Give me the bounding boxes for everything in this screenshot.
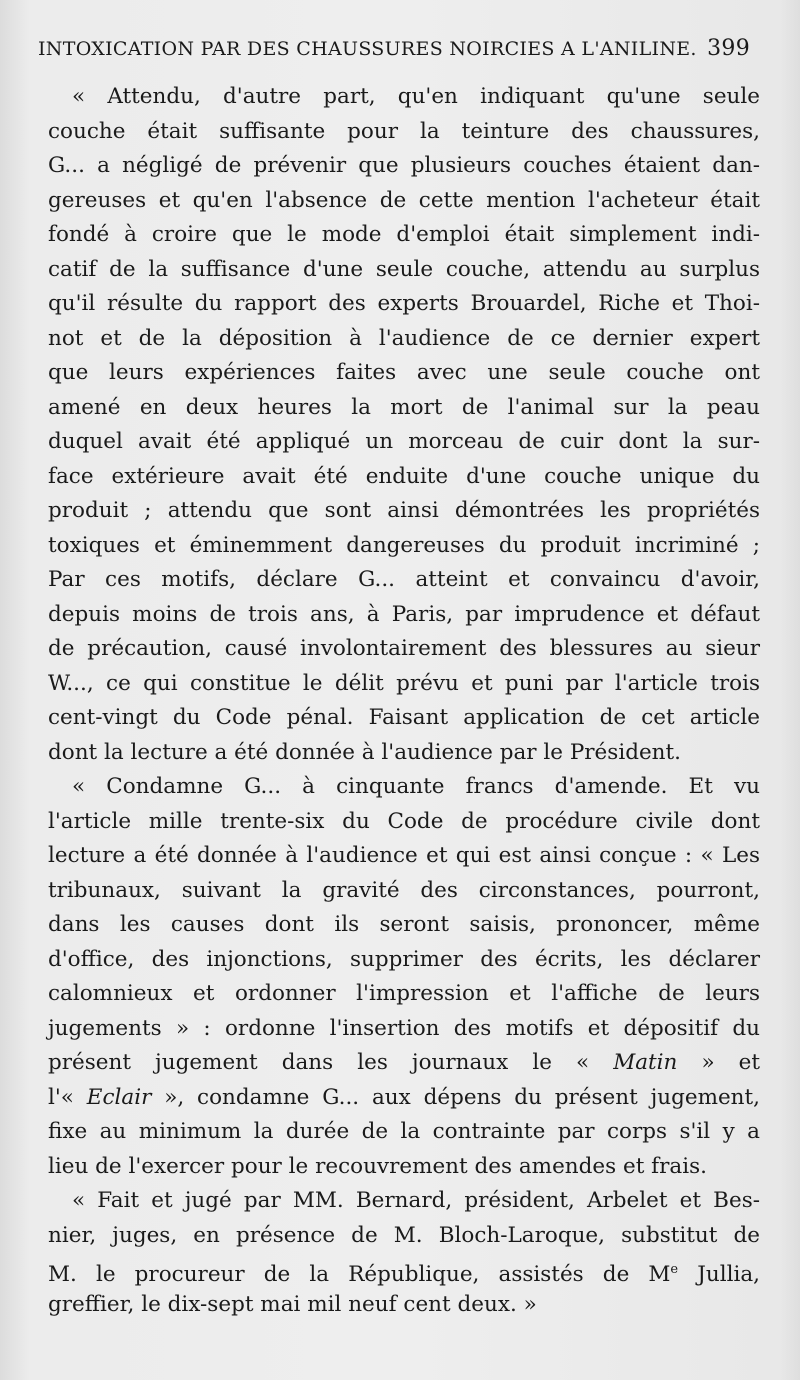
text-line: qu'il résulte du rapport des experts Brouardel, Riche et Thoi-	[48, 291, 760, 316]
text-run: M. le procureur de la République, assistés de M	[48, 1262, 671, 1287]
text-line: que leurs expériences faites avec une seule couche ont	[48, 360, 760, 385]
newspaper-title-eclair: Eclair	[86, 1084, 152, 1110]
text-line: lieu de l'exercer pour le recouvrement des amendes et frais.	[48, 1153, 707, 1179]
text-line: toxiques et éminemment dangereuses du produit incriminé ;	[48, 532, 760, 558]
text-line: de précaution, causé involontairement des blessures au sieur	[48, 636, 760, 661]
text-line: gereuses et qu'en l'absence de cette mention l'acheteur était	[48, 187, 760, 213]
text-line: l'article mille trente-six du Code de procédure civile dont	[48, 808, 760, 834]
text-line	[48, 1081, 760, 1116]
text-line: cent-vingt du Code pénal. Faisant application de cet article	[48, 705, 760, 730]
page-number: 399	[707, 36, 750, 61]
text-line: fixe au minimum la durée de la contrainte par corps s'il y a	[48, 1119, 760, 1144]
text-line	[48, 1046, 760, 1081]
newspaper-title-matin: Matin	[613, 1050, 678, 1075]
text-line: depuis moins de trois ans, à Paris, par imprudence et défaut	[48, 601, 760, 627]
text-run: », condamne G... aux dépens du présent jugement,	[151, 1084, 760, 1110]
text-line: dont la lecture a été donnée à l'audience par le Président.	[48, 739, 682, 765]
text-line: calomnieux et ordonner l'impression et l'affiche de leurs	[48, 981, 760, 1006]
text-line: « Attendu, d'autre part, qu'en indiquant qu'une seule	[72, 84, 760, 109]
text-run: Jullia,	[678, 1262, 760, 1287]
text-run: présent jugement dans les journaux le «	[48, 1050, 614, 1075]
text-line: W..., ce qui constitue le délit prévu et puni par l'article trois	[48, 670, 760, 696]
text-line: d'office, des injonctions, supprimer des écrits, les déclarer	[48, 946, 760, 972]
text-line: lecture a été donnée à l'audience et qui est ainsi conçue : « Les	[48, 843, 760, 868]
text-line: duquel avait été appliqué un morceau de cuir dont la sur-	[48, 429, 760, 454]
text-line: G... a négligé de prévenir que plusieurs couches étaient dan-	[48, 153, 760, 178]
text-line: face extérieure avait été enduite d'une couche unique du	[48, 463, 760, 489]
text-line: Par ces motifs, déclare G... atteint et convaincu d'avoir,	[48, 567, 760, 592]
text-line: nier, juges, en présence de M. Bloch-Laroque, substitut de	[48, 1222, 760, 1248]
text-line: « Condamne G... à cinquante francs d'amende. Et vu	[72, 774, 760, 799]
text-line: catif de la suffisance d'une seule couche, attendu au surplus	[48, 256, 760, 282]
text-line: produit ; attendu que sont ainsi démontrées les propriétés	[48, 498, 760, 523]
text-line: fondé à croire que le mode d'emploi était simplement indi-	[48, 222, 760, 247]
text-run: » et	[677, 1050, 761, 1075]
running-title: INTOXICATION PAR DES CHAUSSURES NOIRCIES A L'ANILINE.	[38, 38, 697, 60]
text-line: jugements » : ordonne l'insertion des motifs et dépositif du	[48, 1015, 760, 1041]
text-line: couche était suffisante pour la teinture des chaussures,	[48, 118, 760, 144]
text-run: l'«	[48, 1084, 87, 1110]
text-line: dans les causes dont ils seront saisis, prononcer, même	[48, 912, 760, 937]
text-line	[48, 1253, 760, 1288]
text-line: amené en deux heures la mort de l'animal sur la peau	[48, 394, 760, 420]
text-line: greffier, le dix-sept mai mil neuf cent deux. »	[48, 1291, 537, 1317]
text-line: tribunaux, suivant la gravité des circonstances, pourront,	[48, 877, 760, 903]
page-header	[38, 36, 750, 70]
body-text	[48, 80, 760, 1322]
superscript: e	[670, 1262, 679, 1277]
text-line: « Fait et jugé par MM. Bernard, président, Arbelet et Bes-	[72, 1188, 760, 1213]
text-line: not et de la déposition à l'audience de ce dernier expert	[48, 325, 760, 351]
